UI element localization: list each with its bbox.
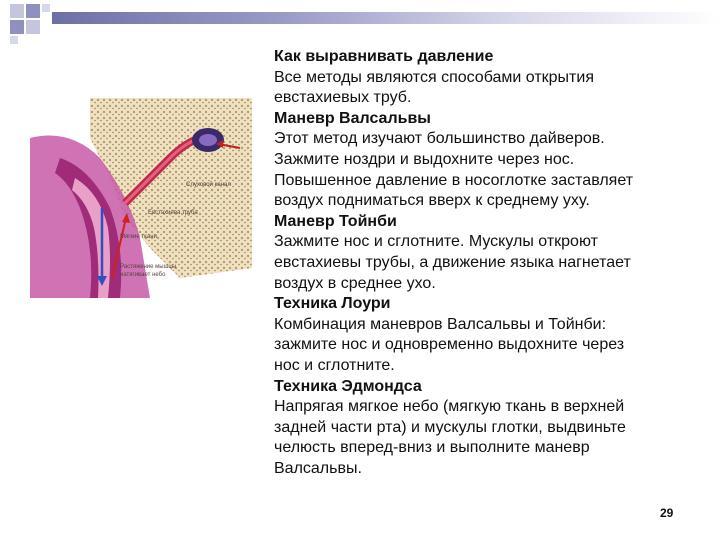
section-heading: Как выравнивать давление [274,48,494,65]
corner-square-5 [26,20,40,34]
corner-square-1 [10,4,24,18]
corner-square-4 [10,20,24,34]
header-bar [52,12,720,24]
body-text-line: воздух подниматься вверх к среднему уху. [274,192,590,210]
body-text-line: Этот метод изучают большинство дайверов. [274,130,605,148]
body-text-line: Зажмите ноздри и выдохните через нос. [274,150,575,168]
slide-text [274,47,694,479]
body-text-line: челюсть вперед-вниз и выполните маневр [274,439,590,457]
label-eustachian-tube: Евстахиева труба [148,210,198,216]
ear-anatomy-illustration [30,98,252,298]
body-text-line: Комбинация маневров Валсальвы и Тойнби: [274,315,607,333]
body-text-line: Все методы являются способами открытия [274,68,594,86]
section-heading: Техника Лоури [274,295,391,313]
corner-square-2 [26,4,40,18]
body-text-line: Зажмите нос и сглотните. Мускулы откроют [274,233,598,251]
body-text-line: нос и сглотните. [274,356,395,374]
label-muscle-2: натягивает небо [120,272,166,278]
body-text-line: евстахиевых труб. [274,89,412,107]
page-number: 29 [660,506,674,520]
label-ear-canal: Слуховой канал [186,182,231,188]
label-soft-tissue: Мягкие ткани [120,234,157,240]
corner-square-6 [10,36,18,44]
body-text-line: Напрягая мягкое небо (мягкую ткань в верхней [274,398,625,416]
label-muscle-1: Растяжение мышцы [120,264,177,270]
body-text-line: евстахиевы трубы, а движение языка нагнетает [274,253,631,271]
section-heading: Маневр Тойнби [274,212,397,230]
section-heading: Маневр Валсальвы [274,109,431,127]
corner-square-3 [42,4,50,12]
body-text-line: Валсальвы. [274,459,362,477]
section-heading: Техника Эдмондса [274,377,422,395]
body-text-line: Повышенное давление в носоглотке заставляет [274,171,634,189]
body-text-line: задней части рта) и мускулы глотки, выдвиньте [274,418,626,436]
body-text-line: зажмите нос и одновременно выдохните через [274,336,625,354]
body-text-line: воздух в среднее ухо. [274,274,436,292]
